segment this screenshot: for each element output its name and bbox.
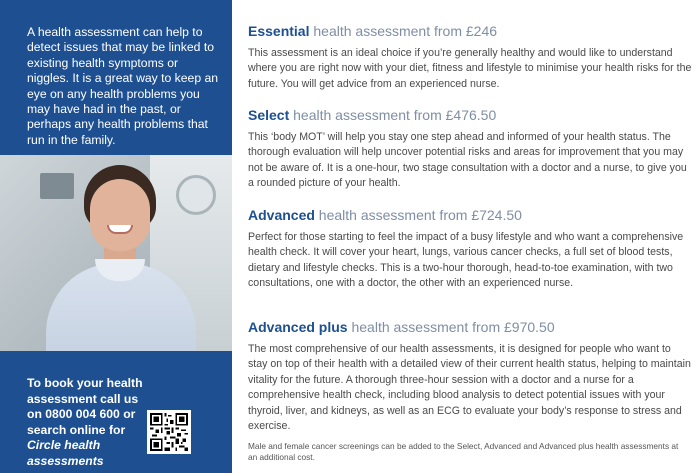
section-heading xyxy=(248,107,693,124)
qr-code[interactable] xyxy=(147,410,191,454)
section-select xyxy=(248,107,693,192)
section-name: Essential xyxy=(248,23,310,39)
section-price: health assessment from £476.50 xyxy=(289,107,497,123)
section-advanced xyxy=(248,207,693,292)
section-heading xyxy=(248,23,693,40)
sidebar-panel xyxy=(0,0,232,473)
section-body: Perfect for those starting to feel the impact of a busy lifestyle and who want a comprehensive health check. It will cover your heart, lungs, various cancer checks, a full set of blood tests, dietary and lifestyle checks. This is a two-hour thorough, head-to-toe examination, with two consultations, one with a doctor, the other with an experienced nurse. xyxy=(248,231,684,290)
section-name: Select xyxy=(248,107,290,123)
section-name: Advanced plus xyxy=(248,319,348,335)
intro-text: A health assessment can help to detect issues that may be linked to existing health symptoms or niggles. It is a great way to keep an eye on any health problems you may have had in the past, or perhaps any health problems that run in the family. xyxy=(27,25,219,147)
section-name: Advanced xyxy=(248,207,315,223)
booking-cta-search-term: Circle health assessments xyxy=(27,438,104,468)
qr-code-icon xyxy=(150,413,188,451)
section-price: health assessment from £246 xyxy=(309,23,498,39)
section-body: The most comprehensive of our health assessments, it is designed for people who want to stay on top of their health with a detailed view of their current health status, helping to maintain vitality for the future. A thorough three-hour session with a doctor and a nurse for a comprehensive health check, including blood analysis to detect potential issues with your thyroid, liver, and kidneys, as well as an ECG to evaluate your body’s response to stress and exercise. xyxy=(248,343,691,433)
nurse-photo xyxy=(0,155,232,351)
section-body: This ‘body MOT’ will help you stay one step ahead and informed of your health status. The thorough evaluation will help uncover potential risks and areas for improvement that you may not be aware of. It is a one-hour, two stage consultation with a doctor and a nurse, to give you a rounded picture of your health. xyxy=(248,131,687,190)
section-essential xyxy=(248,23,693,92)
section-advanced-plus xyxy=(248,319,693,434)
section-body: This assessment is an ideal choice if you’re generally healthy and would like to understand where you are right now with your diet, fitness and lifestyle to minimise your health risks for the future. You will get advice from an experienced nurse. xyxy=(248,47,692,90)
footnote: Male and female cancer screenings can be added to the Select, Advanced and Advanced plus health assessments at an additional cost. xyxy=(248,441,679,463)
section-heading xyxy=(248,319,693,336)
section-price: health assessment from £724.50 xyxy=(314,207,522,223)
booking-cta-text: To book your health assessment call us on 0800 004 600 or search online for xyxy=(27,376,143,437)
section-price: health assessment from £970.50 xyxy=(347,319,555,335)
booking-cta xyxy=(27,376,147,469)
section-heading xyxy=(248,207,693,224)
